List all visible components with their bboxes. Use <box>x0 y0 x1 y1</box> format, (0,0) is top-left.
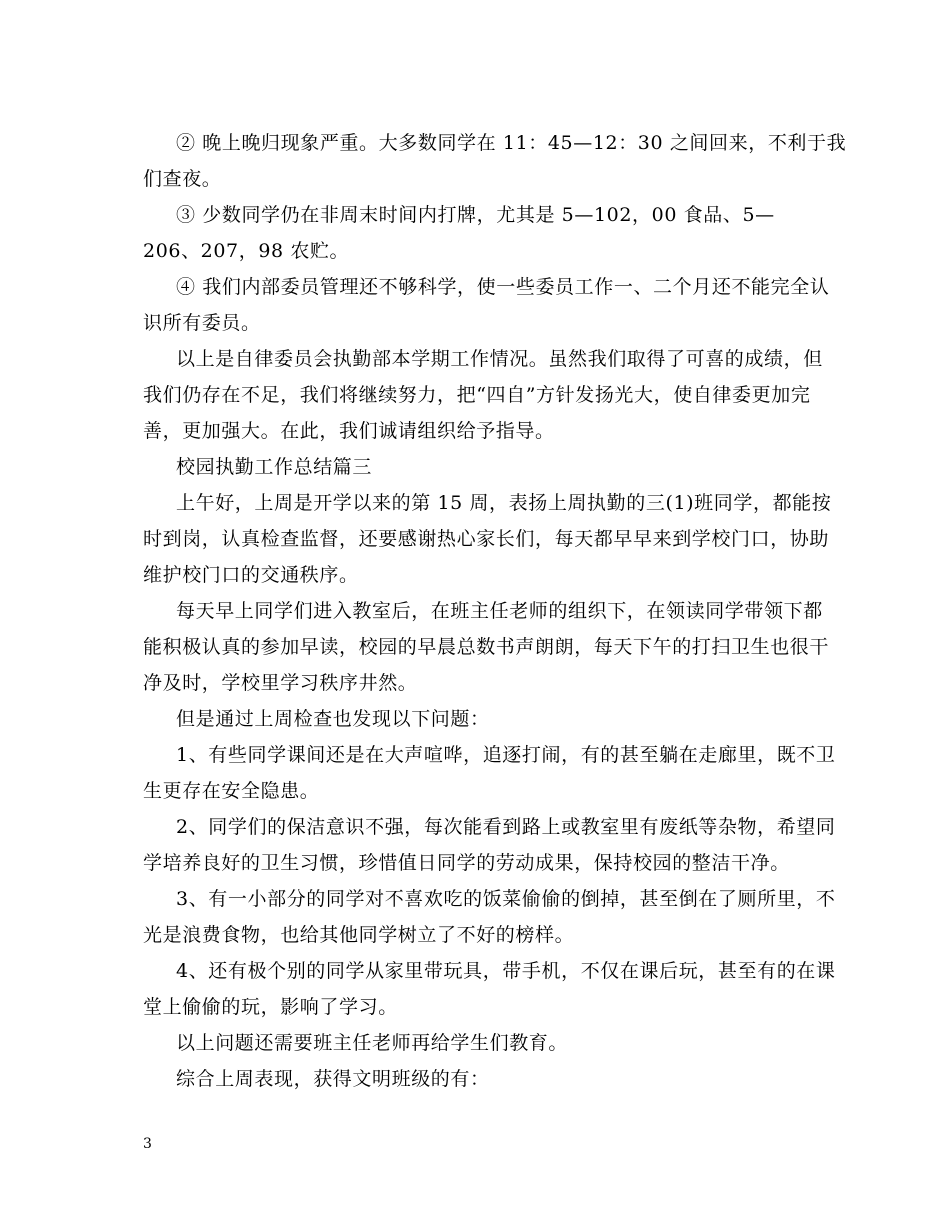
text-line: 以上问题还需要班主任老师再给学生们教育。 <box>176 1032 569 1054</box>
text-line: 时到岗，认真检查监督，还要感谢热心家长们，每天都早早来到学校门口，协助 <box>143 528 830 550</box>
text-line: 识所有委员。 <box>143 312 261 334</box>
document-body <box>143 125 847 1097</box>
text-line: 能积极认真的参加早读，校园的早晨总数书声朗朗，每天下午的打扫卫生也很干 <box>143 636 830 658</box>
text-line: 1、有些同学课间还是在大声喧哗，追逐打闹，有的甚至躺在走廊里，既不卫 <box>176 744 836 766</box>
text-line: 2、同学们的保洁意识不强，每次能看到路上或教室里有废纸等杂物，希望同 <box>176 816 836 838</box>
text-line: 们查夜。 <box>143 168 222 190</box>
section-heading: 校园执勤工作总结篇三 <box>176 456 373 478</box>
text-line: 综合上周表现，获得文明班级的有： <box>176 1068 490 1090</box>
text-line: 我们仍存在不足，我们将继续努力，把“四自”方针发扬光大，使自律委更加完 <box>143 384 811 406</box>
text-line: 光是浪费食物，也给其他同学树立了不好的榜样。 <box>143 924 575 946</box>
text-line: 以上是自律委员会执勤部本学期工作情况。虽然我们取得了可喜的成绩，但 <box>176 348 823 370</box>
text-line: 善，更加强大。在此，我们诚请组织给予指导。 <box>143 420 555 442</box>
page-number: 3 <box>143 1136 152 1152</box>
text-line: 净及时，学校里学习秩序井然。 <box>143 672 418 694</box>
text-line: 每天早上同学们进入教室后，在班主任老师的组织下，在领读同学带领下都 <box>176 600 823 622</box>
text-line: 但是通过上周检查也发现以下问题： <box>176 708 490 730</box>
text-line: 4、还有极个别的同学从家里带玩具，带手机，不仅在课后玩，甚至有的在课 <box>176 960 836 982</box>
text-line: 学培养良好的卫生习惯，珍惜值日同学的劳动成果，保持校园的整洁干净。 <box>143 852 790 874</box>
text-line: 上午好，上周是开学以来的第 15 周，表扬上周执勤的三(1)班同学，都能按 <box>176 492 832 514</box>
text-line: ② 晚上晚归现象严重。大多数同学在 11：45—12：30 之间回来，不利于我 <box>176 132 847 154</box>
text-line: 3、有一小部分的同学对不喜欢吃的饭菜偷偷的倒掉，甚至倒在了厕所里，不 <box>176 888 836 910</box>
text-line: 堂上偷偷的玩，影响了学习。 <box>143 996 398 1018</box>
text-line: ③ 少数同学仍在非周末时间内打牌，尤其是 5—102，00 食品、5— <box>176 204 775 226</box>
text-line: ④ 我们内部委员管理还不够科学，使一些委员工作一、二个月还不能完全认 <box>176 276 830 298</box>
text-line: 维护校门口的交通秩序。 <box>143 564 359 586</box>
text-line: 生更存在安全隐患。 <box>143 780 320 802</box>
text-line: 206、207，98 农贮。 <box>143 240 350 262</box>
